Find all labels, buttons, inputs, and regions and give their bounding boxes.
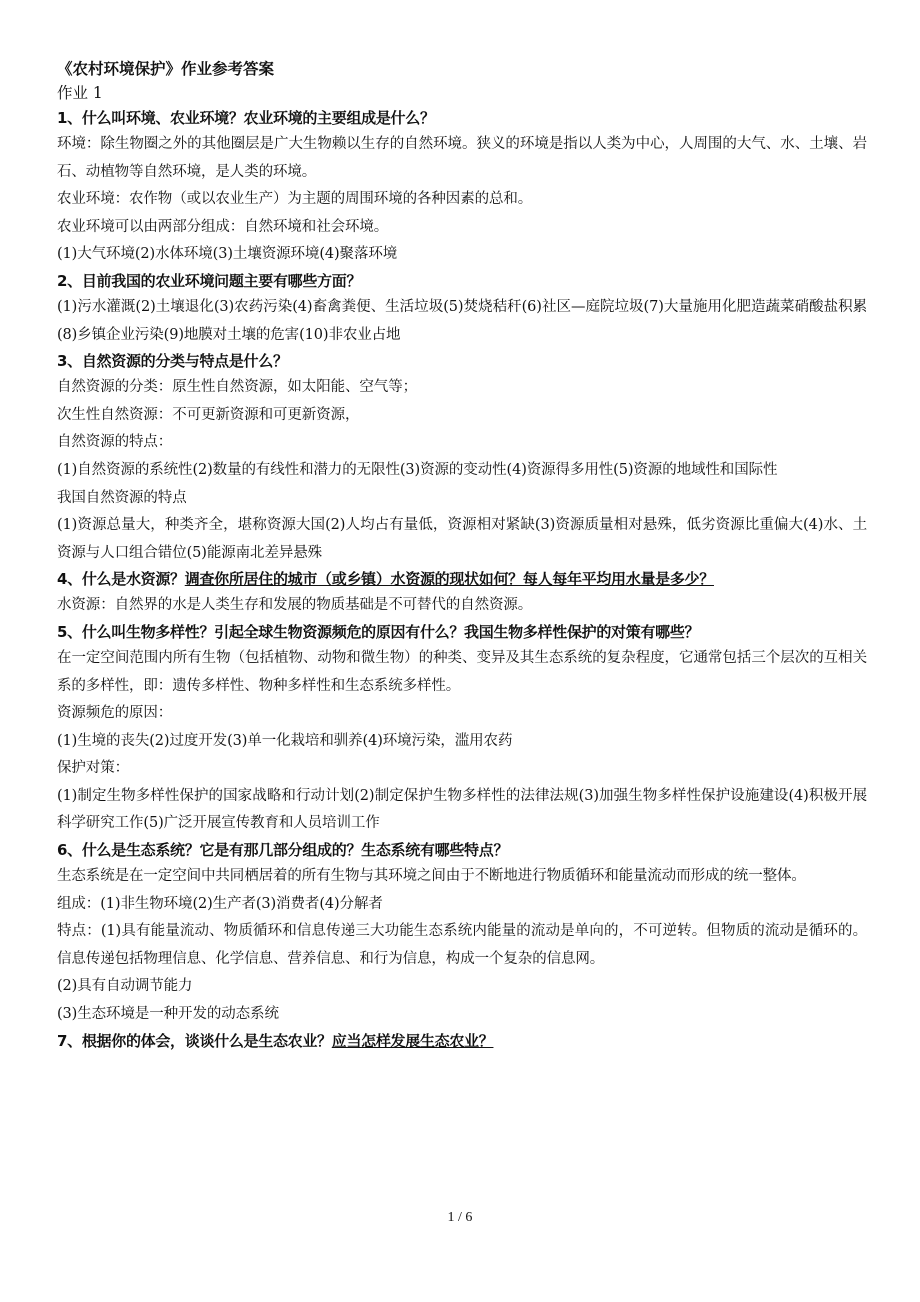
answer-paragraph: 生态系统是在一定空间中共同栖居着的所有生物与其环境之间由于不断地进行物质循环和能量流动而形成的统一整体。 [57,868,806,885]
answer-paragraph: 自然资源的分类：原生性自然资源，如太阳能、空气等； [57,379,417,396]
answer-paragraph: 在一定空间范围内所有生物（包括植物、动物和微生物）的种类、变异及其生态系统的复杂程度，它通常包括三个层次的互相关系的多样性，即：遗传多样性、物种多样性和生态系统多样性。 [57,649,867,694]
document-title: 《农村环境保护》作业参考答案 [57,59,275,78]
answer-paragraph: (1)污水灌溉(2)土壤退化(3)农药污染(4)畜禽粪便、生活垃圾(5)焚烧秸秆(6)社区—庭院垃圾(7)大量施用化肥造蔬菜硝酸盐积累(8)乡镇企业污染(9)地膜对土壤的危害(10)非农业占地 [57,298,867,343]
question-text: 6、什么是生态系统？它是有那几部分组成的？生态系统有哪些特点？ [57,841,509,860]
question-heading [57,838,867,863]
question-text: 4、什么是水资源？ [57,570,185,589]
answer-paragraph: 农业环境：农作物（或以农业生产）为主题的周围环境的各种因素的总和。 [57,191,533,208]
answer-paragraph: (3)生态环境是一种开发的动态系统 [57,1006,279,1023]
question-text: 5、什么叫生物多样性？引起全球生物资源频危的原因有什么？我国生物多样性保护的对策有哪些？ [57,622,700,641]
answer-paragraph: 保护对策： [57,760,129,777]
question-heading [57,106,867,131]
answer-paragraph: 特点：(1)具有能量流动、物质循环和信息传递三大功能生态系统内能量的流动是单向的，不可逆转。但物质的流动是循环的。信息传递包括物理信息、化学信息、营养信息、和行为信息，构成一个复杂的信息网。 [57,923,867,967]
answer-paragraph: (1)资源总量大，种类齐全，堪称资源大国(2)人均占有量低，资源相对紧缺(3)资源质量相对悬殊，低劣资源比重偏大(4)水、土资源与人口组合错位(5)能源南北差异悬殊 [57,517,867,561]
document-page [57,56,867,1054]
answer-paragraph: (1)大气环境(2)水体环境(3)土壤资源环境(4)聚落环境 [57,246,398,263]
question-heading [57,620,867,645]
question-underlined-text: 调查你所居住的城市（或乡镇）水资源的现状如何？每人每年平均用水量是多少？ [184,570,714,589]
page-number: 1 / 6 [447,1210,473,1225]
answer-paragraph: (1)生境的丧失(2)过度开发(3)单一化栽培和驯养(4)环境污染，滥用农药 [57,732,513,749]
answer-paragraph: (2)具有自动调节能力 [57,978,193,995]
assignment-heading: 作业 1 [57,84,103,102]
answer-paragraph: (1)自然资源的系统性(2)数量的有线性和潜力的无限性(3)资源的变动性(4)资源得多用性(5)资源的地域性和国际性 [57,461,778,478]
question-heading [57,269,867,294]
question-underlined-text: 应当怎样发展生态农业？ [331,1031,494,1050]
answer-paragraph: 我国自然资源的特点 [57,489,187,506]
question-heading [57,1029,867,1054]
question-heading [57,567,867,592]
document-body [57,106,867,1054]
answer-paragraph: 组成：(1)非生物环境(2)生产者(3)消费者(4)分解者 [57,895,383,912]
question-text: 1、什么叫环境、农业环境？农业环境的主要组成是什么？ [57,109,435,127]
question-heading [57,349,867,374]
answer-paragraph: (1)制定生物多样性保护的国家战略和行动计划(2)制定保护生物多样性的法律法规(3)加强生物多样性保护设施建设(4)积极开展科学研究工作(5)广泛开展宣传教育和人员培训工作 [57,787,867,832]
question-text: 7、根据你的体会，谈谈什么是生态农业？ [57,1031,332,1050]
answer-paragraph: 水资源：自然界的水是人类生存和发展的物质基础是不可替代的自然资源。 [57,597,533,614]
question-text: 3、自然资源的分类与特点是什么？ [57,352,288,371]
answer-paragraph: 次生性自然资源：不可更新资源和可更新资源， [57,406,360,423]
question-text: 2、目前我国的农业环境问题主要有哪些方面？ [57,271,362,290]
answer-paragraph: 农业环境可以由两部分组成：自然环境和社会环境。 [57,218,389,235]
answer-paragraph: 资源频危的原因： [57,705,173,722]
answer-paragraph: 自然资源的特点： [57,434,173,451]
answer-paragraph: 环境：除生物圈之外的其他圈层是广大生物赖以生存的自然环境。狭义的环境是指以人类为中心，人周围的大气、水、土壤、岩石、动植物等自然环境，是人类的环境。 [57,136,867,180]
